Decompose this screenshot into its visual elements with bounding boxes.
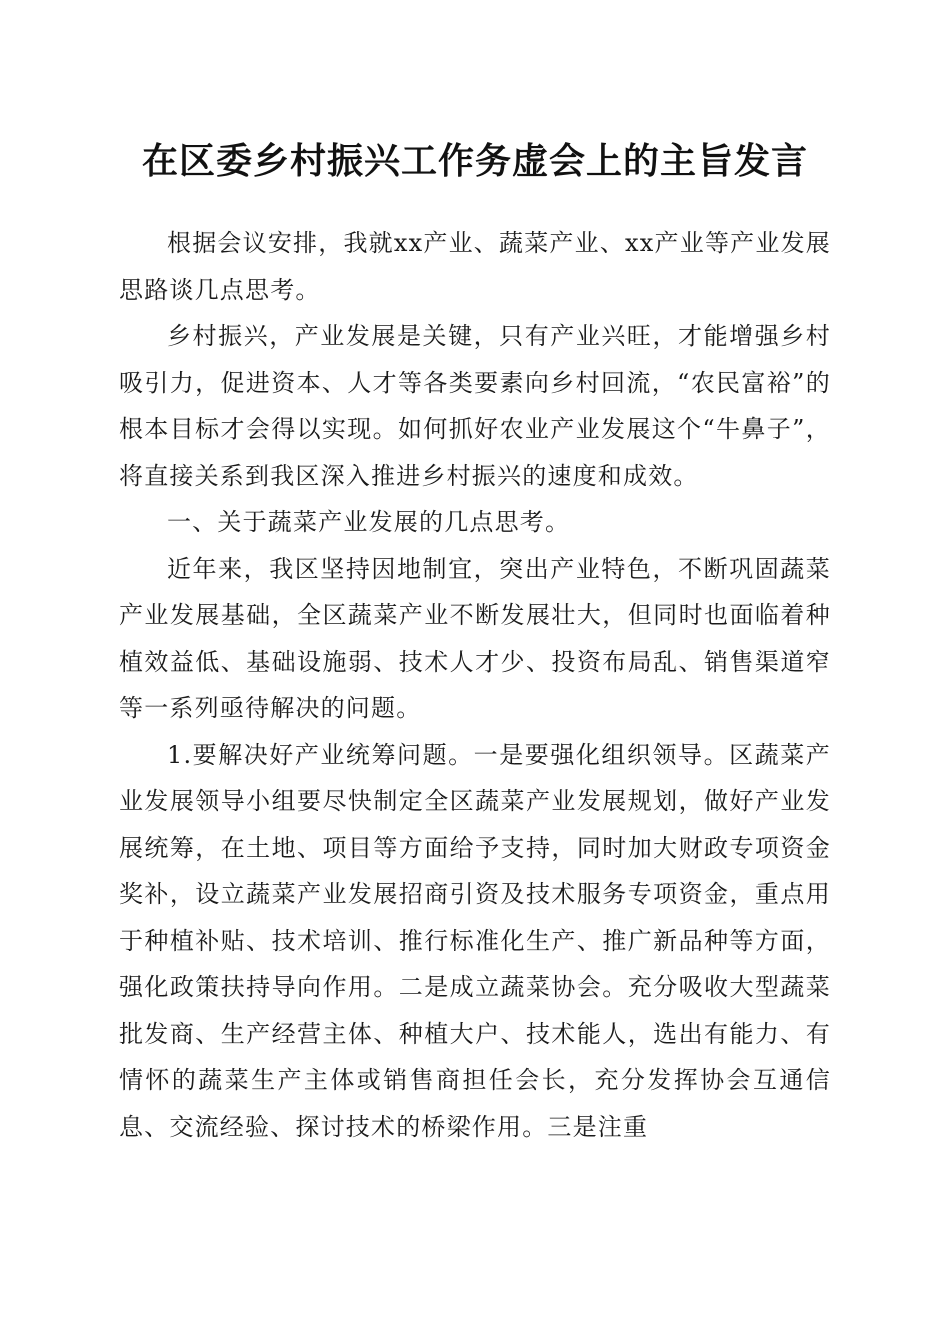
document-title: 在区委乡村振兴工作务虚会上的主旨发言 bbox=[141, 140, 808, 182]
paragraph-intro: 根据会议安排，我就xx产业、蔬菜产业、xx产业等产业发展思路谈几点思考。 bbox=[119, 229, 831, 304]
paragraph-recent-years: 近年来，我区坚持因地制宜，突出产业特色，不断巩固蔬菜产业发展基础，全区蔬菜产业不断发展壮大，但同时也面临着种植效益低、基础设施弱、技术人才少、投资布局乱、销售渠道窄等一系列亟待解决的问题。 bbox=[119, 554, 831, 722]
paragraph-industry-coordination: 1.要解决好产业统筹问题。一是要强化组织领导。区蔬菜产业发展领导小组要尽快制定全区蔬菜产业发展规划，做好产业发展统筹，在土地、项目等方面给予支持，同时加大财政专项资金奖补，设立蔬菜产业发展招商引资及技术服务专项资金，重点用于种植补贴、技术培训、推行标准化生产、推广新品种等方面，强化政策扶持导向作用。二是成立蔬菜协会。充分吸收大型蔬菜批发商、生产经营主体、种植大户、技术能人，选出有能力、有情怀的蔬菜生产主体或销售商担任会长，充分发挥协会互通信息、交流经验、探讨技术的桥梁作用。三是注重 bbox=[119, 740, 831, 1141]
paragraph-rural-revitalization: 乡村振兴，产业发展是关键，只有产业兴旺，才能增强乡村吸引力，促进资本、人才等各类要素向乡村回流，“农民富裕”的根本目标才会得以实现。如何抓好农业产业发展这个“牛鼻子”，将直接关系到我区深入推进乡村振兴的速度和成效。 bbox=[119, 322, 831, 490]
document-body bbox=[119, 200, 831, 1150]
section-heading-vegetable: 一、关于蔬菜产业发展的几点思考。 bbox=[167, 508, 571, 536]
